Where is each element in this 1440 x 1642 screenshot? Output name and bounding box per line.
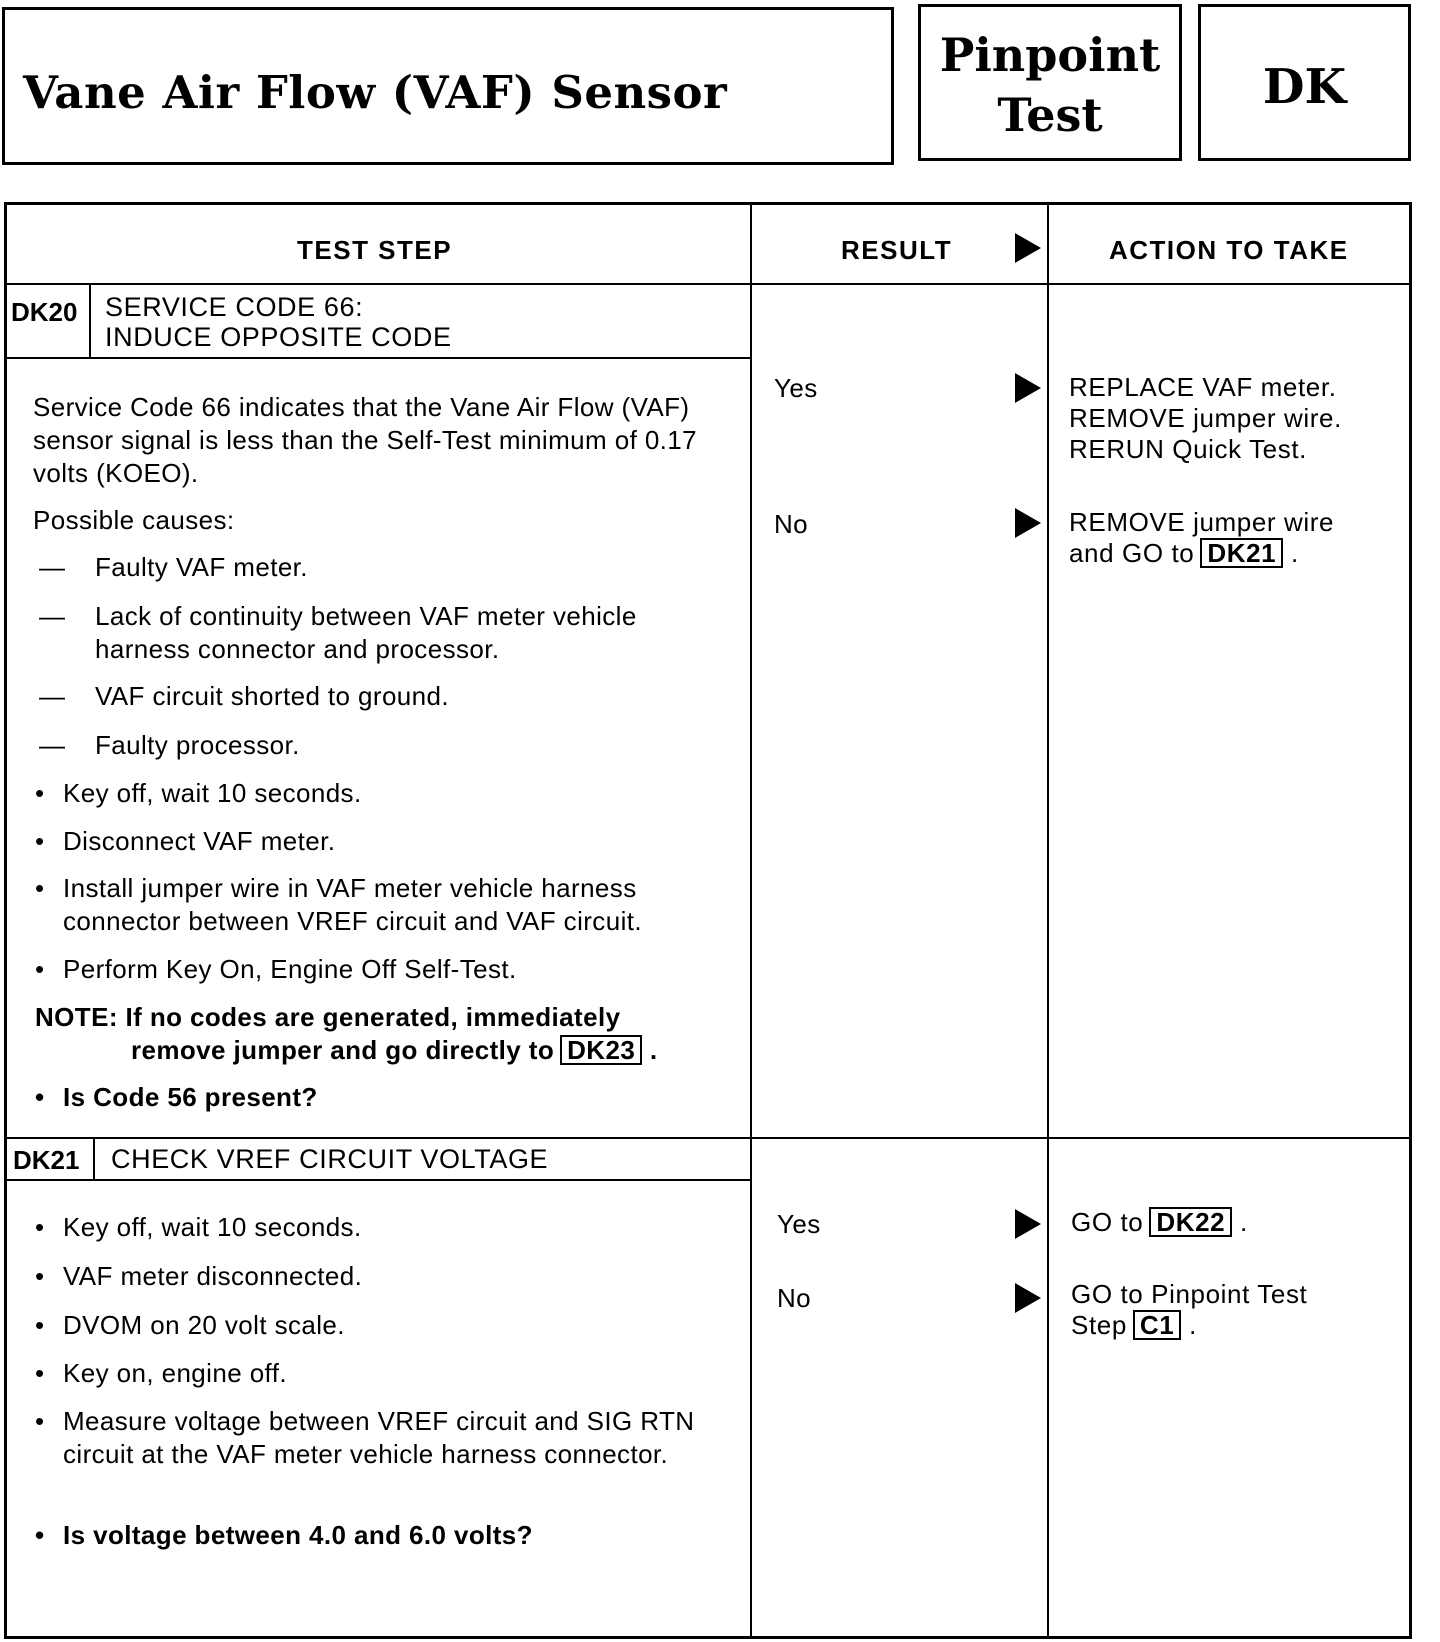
- test-code: DK: [1262, 59, 1347, 115]
- step-id: DK21: [13, 1145, 80, 1175]
- question: • Is Code 56 present?: [35, 1081, 318, 1114]
- action-yes: [1069, 372, 1342, 465]
- procedure-item: • Key off, wait 10 seconds.: [35, 777, 362, 810]
- result-no: No: [777, 1283, 812, 1313]
- result-no: No: [774, 509, 809, 539]
- cause-item: — Faulty processor.: [39, 729, 300, 762]
- header-divider: [7, 283, 1409, 285]
- note-label: NOTE:: [35, 1002, 118, 1032]
- step-title-divider: [7, 1179, 750, 1181]
- step-intro: Service Code 66 indicates that the Vane Air Flow (VAF) sensor signal is less than the Self-Test minimum of 0.17 volts (KOEO).: [33, 392, 698, 488]
- procedure-item: • Key on, engine off.: [35, 1357, 287, 1390]
- step-title: CHECK VREF CIRCUIT VOLTAGE: [111, 1144, 549, 1174]
- step-title: [105, 292, 452, 352]
- step-title-line1: SERVICE CODE 66:: [105, 292, 364, 322]
- pinpoint-line1: Pinpoint: [939, 28, 1161, 82]
- pinpoint-test-label: [921, 25, 1179, 145]
- result-arrow-icon: [1015, 1283, 1041, 1313]
- header-action: ACTION TO TAKE: [1109, 235, 1349, 265]
- action-line: REMOVE jumper wire.: [1069, 403, 1342, 433]
- action-line: GO to: [1071, 1207, 1144, 1237]
- action-line: GO to Pinpoint Test: [1071, 1279, 1308, 1309]
- result-yes: Yes: [774, 373, 818, 403]
- action-line: RERUN Quick Test.: [1069, 434, 1307, 464]
- header-test-step: TEST STEP: [297, 235, 453, 265]
- question: • Is voltage between 4.0 and 6.0 volts?: [35, 1519, 533, 1552]
- procedure-item: • Disconnect VAF meter.: [35, 825, 335, 858]
- note-line1: If no codes are generated, immediately: [125, 1002, 621, 1032]
- note-line2: remove jumper and go directly to: [131, 1035, 555, 1065]
- page-title: Vane Air Flow (VAF) Sensor: [23, 66, 728, 119]
- pinpoint-line2: Test: [997, 88, 1103, 142]
- cause-item: — Faulty VAF meter.: [39, 551, 308, 584]
- action-line-wrap: Step C1 .: [1071, 1310, 1197, 1340]
- result-arrow-icon: [1015, 233, 1041, 263]
- action-yes: GO to DK22 .: [1071, 1207, 1248, 1237]
- step-ref-dk22[interactable]: DK22: [1149, 1207, 1232, 1237]
- header-result: RESULT: [841, 235, 953, 265]
- step-divider: [7, 1137, 1409, 1139]
- step-id: DK20: [11, 297, 78, 327]
- test-code-box: [1198, 4, 1411, 161]
- step-ref-c1[interactable]: C1: [1133, 1310, 1181, 1340]
- note: [35, 1001, 657, 1067]
- action-line: REMOVE jumper wire: [1069, 507, 1335, 537]
- column-divider-action: [1047, 205, 1049, 1636]
- result-arrow-icon: [1015, 373, 1041, 403]
- step-title-divider: [7, 357, 750, 359]
- pinpoint-test-box: [918, 4, 1182, 161]
- result-arrow-icon: [1015, 508, 1041, 538]
- action-no: [1069, 507, 1334, 569]
- step-ref-dk23[interactable]: DK23: [560, 1035, 642, 1065]
- step-title-line2: INDUCE OPPOSITE CODE: [105, 322, 452, 352]
- action-line: REPLACE VAF meter.: [1069, 372, 1337, 402]
- causes-label: Possible causes:: [33, 505, 235, 535]
- test-table: [4, 202, 1412, 1639]
- action-no: [1071, 1279, 1307, 1341]
- procedure-item: • Install jumper wire in VAF meter vehicle harness connector between VREF circuit and VAF circuit.: [35, 872, 723, 938]
- result-arrow-icon: [1015, 1209, 1041, 1239]
- result-yes: Yes: [777, 1209, 821, 1239]
- note-line2-wrap: remove jumper and go directly to DK23 .: [131, 1035, 658, 1065]
- step-ref-dk21[interactable]: DK21: [1200, 538, 1283, 568]
- action-line-wrap: and GO to DK21 .: [1069, 538, 1299, 568]
- cause-item: — VAF circuit shorted to ground.: [39, 680, 449, 713]
- cause-item: — Lack of continuity between VAF meter vehicle harness connector and processor.: [39, 600, 735, 666]
- procedure-item: • Perform Key On, Engine Off Self-Test.: [35, 953, 517, 986]
- procedure-item: • Measure voltage between VREF circuit and SIG RTN circuit at the VAF meter vehicle harness connector.: [35, 1405, 723, 1471]
- procedure-item: • Key off, wait 10 seconds.: [35, 1211, 362, 1244]
- procedure-item: • VAF meter disconnected.: [35, 1260, 362, 1293]
- column-divider-result: [750, 205, 752, 1636]
- action-line: Step: [1071, 1310, 1127, 1340]
- procedure-item: • DVOM on 20 volt scale.: [35, 1309, 345, 1342]
- title-box: [2, 7, 894, 165]
- action-line: and GO to: [1069, 538, 1195, 568]
